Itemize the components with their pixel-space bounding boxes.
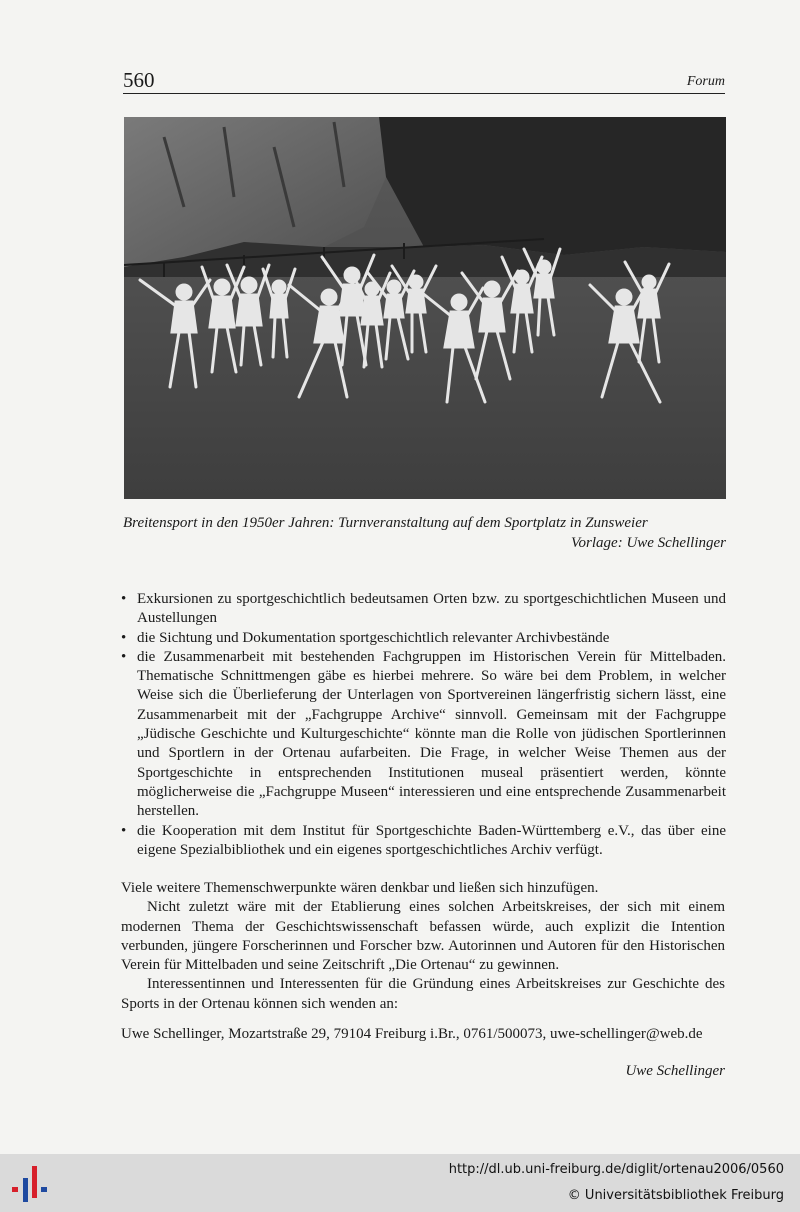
- list-item: [120, 590, 726, 629]
- source-url-link[interactable]: http://dl.ub.uni-freiburg.de/diglit/ortenau2006/0560: [448, 1162, 784, 1177]
- header-rule: [123, 93, 725, 94]
- list-item-text: die Zusammenarbeit mit bestehenden Fachgruppen im Historischen Verein für Mittelbaden. Thematische Schnittmengen gäbe es hierbei mehrere. So wäre bei dem Problem, in welcher Weise sich die Überlieferung der Unterlagen von Sportvereinen längerfristig sichern lässt, eine Zusammenarbeit mit der „Fachgruppe Archive“ sinnvoll. Gemeinsam mit der Fachgruppe „Jüdische Geschichte und Kulturgeschichte“ könnte man die Rolle von jüdischen Sportlerinnen und Sportlern in der Ortenau aufarbeiten. Die Frage, in welcher Weise Themen aus der Sportgeschichte in entsprechenden Institutionen museal präsentiert werden, könnte möglicherweise die „Fachgruppe Museen“ interessieren und eine entsprechende Zusammenarbeit herstellen.: [137, 648, 726, 820]
- bullet-icon: •: [121, 648, 127, 665]
- paragraph: Viele weitere Themenschwerpunkte wären denkbar und ließen sich hinzufügen.: [121, 880, 599, 896]
- bullet-icon: •: [121, 629, 127, 646]
- section-title: Forum: [686, 74, 725, 89]
- list-item: [120, 822, 726, 861]
- caption-text: Breitensport in den 1950er Jahren: Turnveranstaltung auf dem Sportplatz in Zunsweier: [123, 515, 648, 531]
- list-item: [120, 629, 726, 648]
- list-item: [120, 648, 726, 822]
- list-item-text: die Sichtung und Dokumentation sportgeschichtlich relevanter Archivbestände: [137, 629, 610, 646]
- body-text: [121, 879, 725, 1014]
- contact-address: Uwe Schellinger, Mozartstraße 29, 79104 Freiburg i.Br., 0761/500073, uwe-schellinger@web.de: [121, 1026, 703, 1042]
- bullet-icon: •: [121, 591, 127, 607]
- bullet-icon: •: [121, 822, 127, 839]
- list-item-text: Exkursionen zu sportgeschichtlich bedeutsamen Orten bzw. zu sportgeschichtlichen Museen und Austellungen: [137, 591, 726, 627]
- copyright-text: © Universitätsbibliothek Freiburg: [567, 1188, 784, 1203]
- bullet-list: [120, 590, 726, 860]
- author-signature: Uwe Schellinger: [625, 1063, 725, 1079]
- list-item-text: die Kooperation mit dem Institut für Sportgeschichte Baden-Württemberg e.V., das über eine eigene Spezialbibliothek und ein eigenes sportgeschichtliches Archiv verfügt.: [137, 822, 726, 858]
- page-number: 560: [123, 68, 155, 92]
- footer-bar: [0, 1154, 800, 1212]
- library-logo-icon: [10, 1162, 52, 1204]
- caption-credit: Vorlage: Uwe Schellinger: [571, 535, 726, 551]
- paragraph: Nicht zuletzt wäre mit der Etablierung eines solchen Arbeitskreises, der sich mit einem modernen Thema der Geschichtswissenschaft befassen würde, auch explizit die Intention verbunden, jüngere Forscherinnen und Forscher bzw. Autorinnen und Autoren für den Historischen Verein für Mittelbaden und seine Zeitschrift „Die Ortenau“ zu gewinnen.: [121, 899, 725, 974]
- paragraph: Interessentinnen und Interessenten für die Gründung eines Arbeitskreises zur Geschichte des Sports in der Ortenau können sich wenden an:: [121, 976, 725, 1012]
- historic-photo: [124, 117, 726, 499]
- figure-caption: [123, 513, 726, 553]
